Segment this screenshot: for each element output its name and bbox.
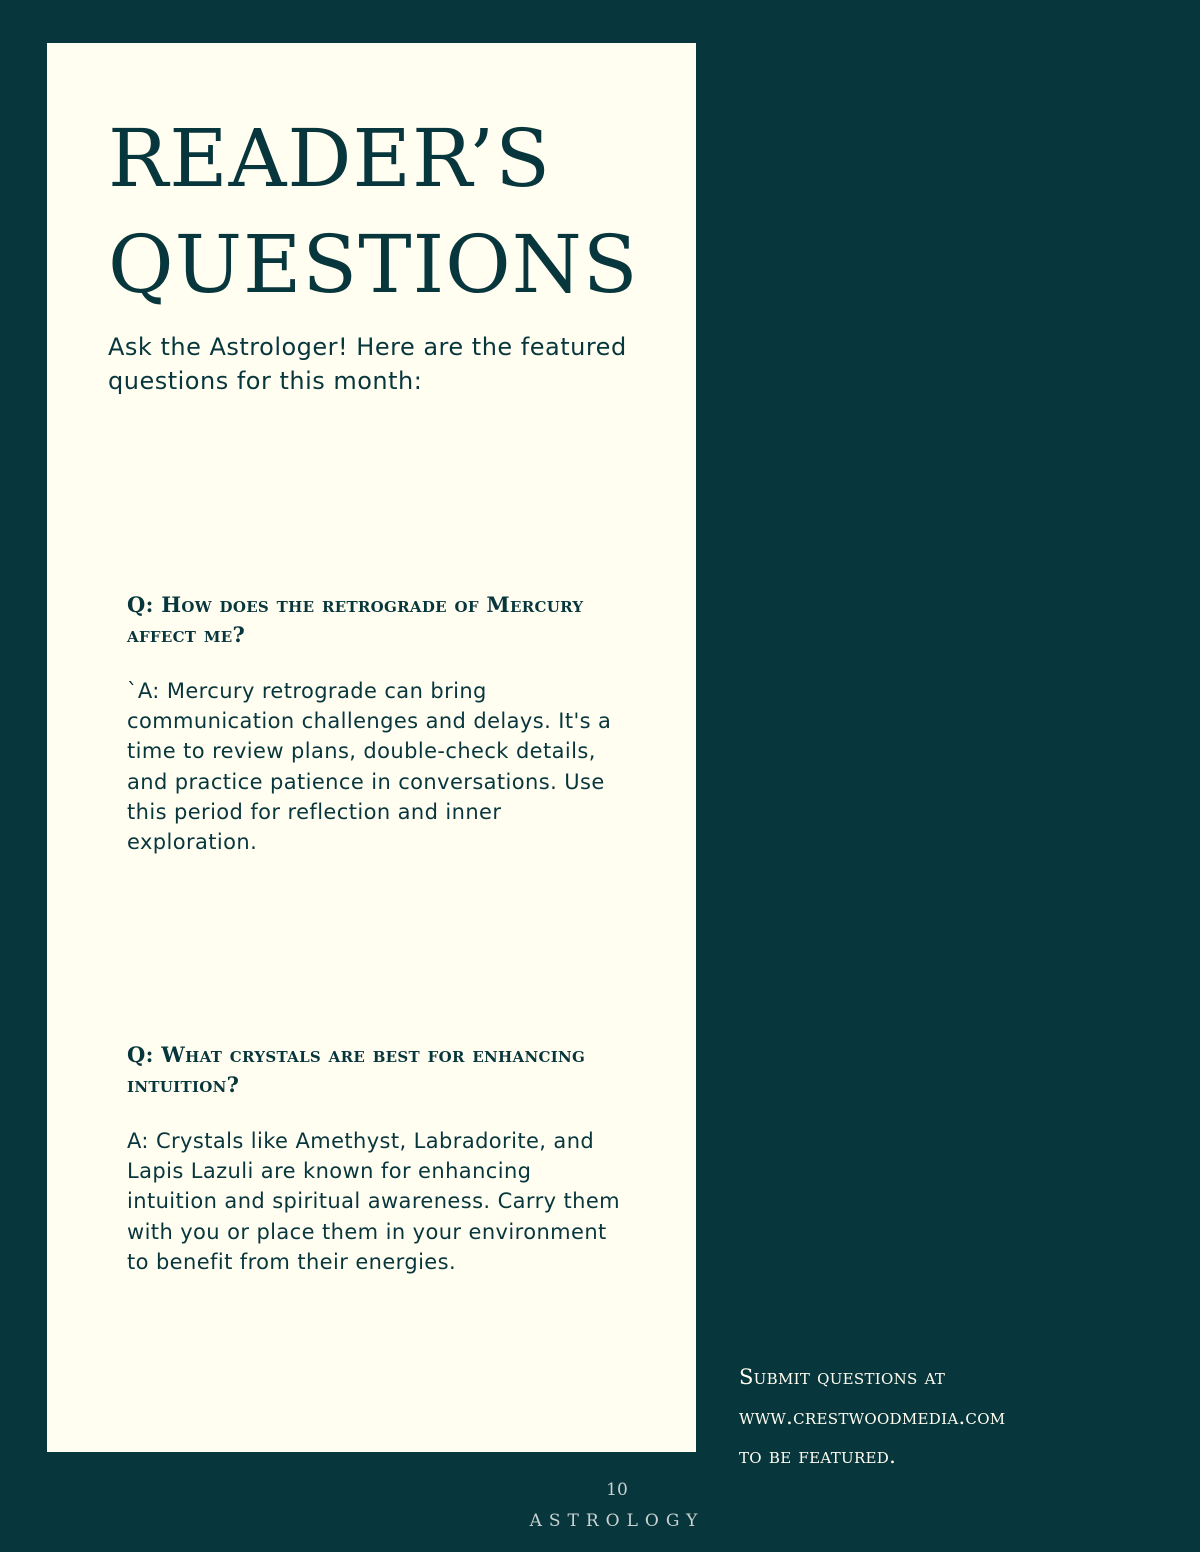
qa-item-crystals — [127, 1040, 627, 1277]
intro-text: Ask the Astrologer! Here are the featured questions for this month: — [108, 333, 627, 395]
submit-questions-note — [739, 1358, 1179, 1477]
page-title — [108, 106, 639, 318]
page-title-line-2: QUESTIONS — [108, 218, 639, 311]
question-heading: Q: What crystals are best for enhancing intuition? — [127, 1042, 586, 1097]
qa-item-mercury — [127, 590, 627, 857]
answer-text: `A: Mercury retrograde can bring communication challenges and delays. It's a time to review plans, double-check details, and practice patience in conversations. Use this period for reflection and inner exploration. — [127, 679, 612, 855]
page-title-line-1: READER’S — [108, 112, 552, 205]
page-number: 10 — [606, 1480, 628, 1500]
question-heading: Q: How does the retrograde of Mercury affect me? — [127, 592, 584, 647]
answer-text: A: Crystals like Amethyst, Labradorite, and Lapis Lazuli are known for enhancing intuition and spiritual awareness. Carry them with you or place them in your environment to benefit from their energies. — [127, 1129, 621, 1274]
section-label: ASTROLOGY — [529, 1511, 705, 1531]
submit-line-1: Submit questions at — [739, 1365, 946, 1389]
submit-website-link[interactable]: www.crestwoodmedia.com — [739, 1404, 1006, 1429]
submit-line-3: to be featured. — [739, 1444, 897, 1468]
